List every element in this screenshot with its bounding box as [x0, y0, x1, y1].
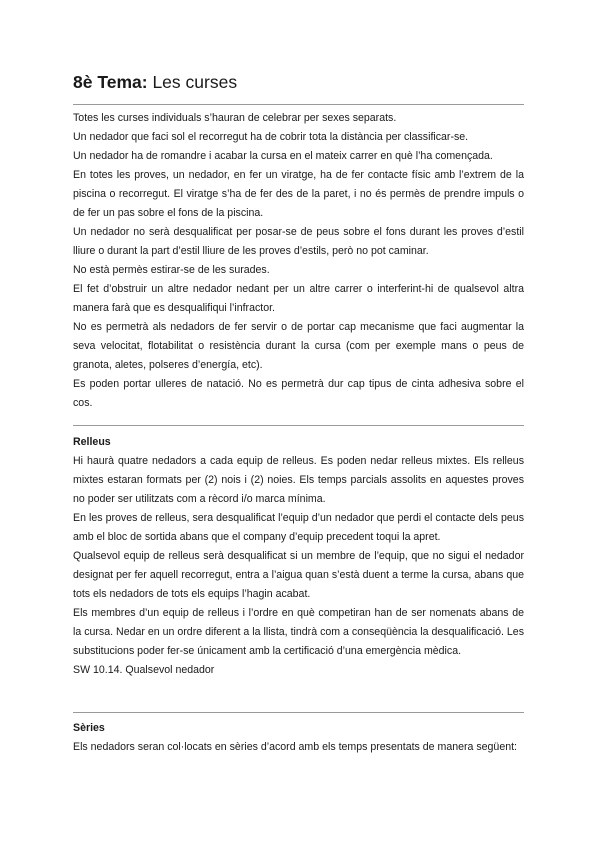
divider	[73, 425, 524, 426]
intro-section	[73, 109, 524, 413]
divider	[73, 712, 524, 713]
paragraph: Un nedador no serà desqualificat per posar-se de peus sobre el fons durant les proves d’estil lliure o durant la part d’estil lliure de les proves d’estils, però no pot caminar.	[73, 226, 524, 257]
paragraph: Els membres d’un equip de relleus i l’ordre en què competiran han de ser nomenats abans de la cursa. Nedar en un ordre diferent a la llista, tindrà com a conseqüència la desqualificació. Les substitucions poder fer-se únicament amb la certificació d’una emergència mèdica.	[73, 607, 524, 657]
paragraph: No està permès estirar-se de les surades.	[73, 264, 270, 276]
page-title	[73, 70, 237, 94]
section-heading-series: Sèries	[73, 722, 105, 734]
title-prefix: 8è Tema:	[73, 72, 148, 92]
paragraph: Un nedador que faci sol el recorregut ha de cobrir tota la distància per classificar-se.	[73, 131, 469, 143]
paragraph: En les proves de relleus, sera desqualificat l’equip d’un nedador que perdi el contacte dels peus amb el bloc de sortida abans que el company d’equip precedent toqui la apret.	[73, 512, 524, 543]
relleus-section	[73, 433, 524, 680]
paragraph: No es permetrà als nedadors de fer servir o de portar cap mecanisme que faci augmentar la seva velocitat, flotabilitat o resistència durant la cursa (com per exemple mans o peus de granota, aletes, polseres d’energía, etc).	[73, 321, 524, 371]
title-text: Les curses	[152, 72, 238, 92]
paragraph: Hi haurà quatre nedadors a cada equip de relleus. Es poden nedar relleus mixtes. Els relleus mixtes estaran formats per (2) nois i (2) noies. Els temps parcials assolits en aquestes proves no poder ser utilitzats com a rècord i/o marca mínima.	[73, 455, 524, 505]
divider	[73, 104, 524, 105]
paragraph: Qualsevol equip de relleus serà desqualificat si un membre de l’equip, que no sigui el nedador designat per fer aquell recorregut, entra a l’aigua quan s’està duent a terme la cursa, abans que tots els nedadors de tots els equips l’hagin acabat.	[73, 550, 524, 600]
paragraph: Un nedador ha de romandre i acabar la cursa en el mateix carrer en què l’ha començada.	[73, 150, 493, 162]
paragraph: Els nedadors seran col·locats en sèries d’acord amb els temps presentats de manera següent:	[73, 741, 517, 753]
paragraph: En totes les proves, un nedador, en fer un viratge, ha de fer contacte físic amb l’extrem de la piscina o recorregut. El viratge s’ha de fer des de la paret, i no és permès de prendre impuls o de fer un pas sobre el fons de la piscina.	[73, 169, 524, 219]
paragraph: El fet d’obstruir un altre nedador nedant per un altre carrer o interferint-hi de qualsevol altra manera farà que es desqualifiqui l’infractor.	[73, 283, 524, 314]
series-section	[73, 719, 524, 757]
paragraph: Es poden portar ulleres de natació. No es permetrà dur cap tipus de cinta adhesiva sobre el cos.	[73, 378, 524, 409]
paragraph: Totes les curses individuals s’hauran de celebrar per sexes separats.	[73, 112, 397, 124]
section-heading-relleus: Relleus	[73, 436, 111, 448]
paragraph: SW 10.14. Qualsevol nedador	[73, 664, 215, 676]
